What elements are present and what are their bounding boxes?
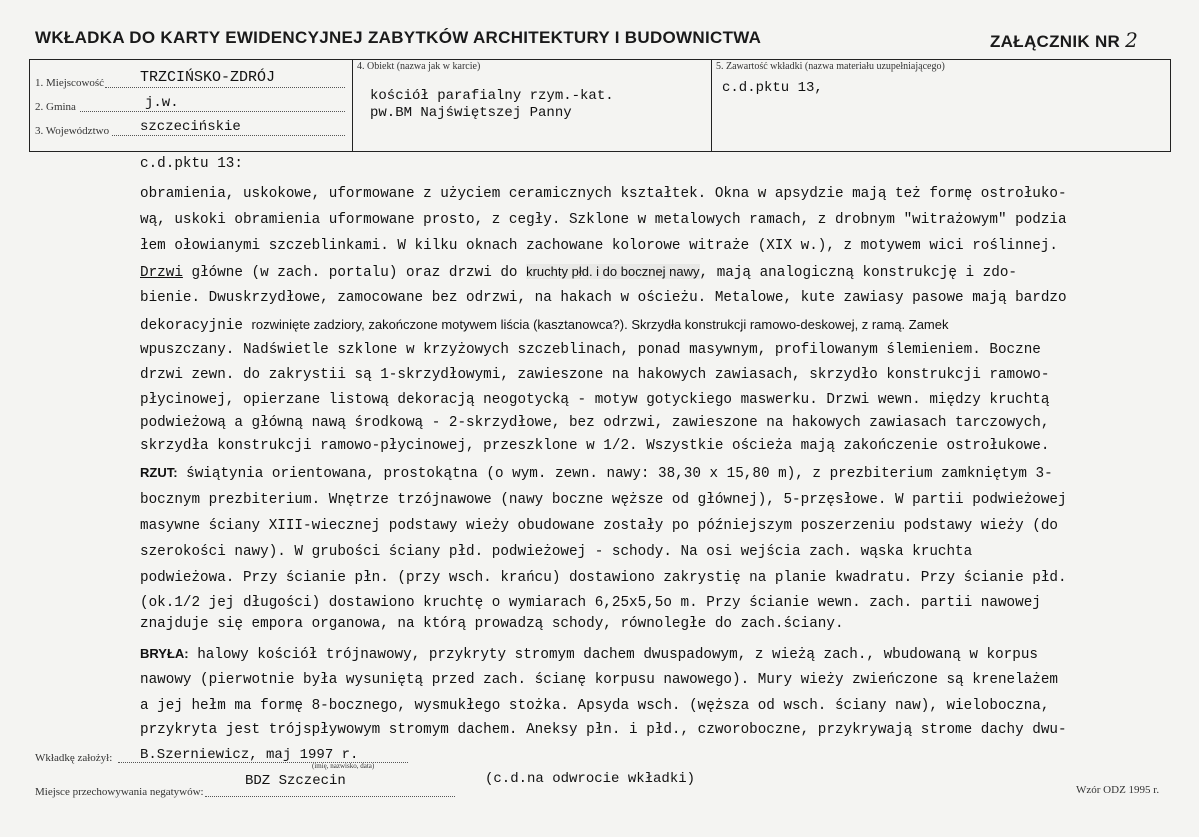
rzut-line [140,465,1053,482]
body-line: a jej hełm ma formę 8-bocznego, wysmukłego stożka. Apsyda wsch. (węższa od wsch. ściany naw), wieloboczna, [140,698,1050,714]
miejscowosc-value: TRZCIŃSKO-ZDRÓJ [140,69,276,86]
continued-note: (c.d.na odwrocie wkładki) [485,771,696,787]
attachment-label: ZAŁĄCZNIK NR [990,32,1121,51]
body-line: bienie. Dwuskrzydłowe, zamocowane bez odrzwi, na hakach w ościeżu. Metalowe, kute zawiasy pasowe mają bardzo [140,290,1067,306]
body-line: skrzydła konstrukcji ramowo-płycinowej, przeszklone w 1/2. Wszystkie ościeża mają zakończenie ostrołukowe. [140,438,1050,454]
body-line: szerokości nawy). W grubości ściany płd. podwieżowej - schody. Na osi wejścia zach. wąska kruchta [140,544,973,560]
doors-word: Drzwi [140,265,183,281]
negatywy-line [205,796,455,797]
text-span: dekoracyjnie [140,318,252,334]
text-span: halowy kościół trójnawowy, przykryty stromym dachem dwuspadowym, z wieżą zach., wbudowaną w korpus [188,647,1038,663]
form-id: Wzór ODZ 1995 r. [1076,784,1160,796]
zalozyl-label: Wkładkę założył: [35,752,113,764]
zalozyl-value: B.Szerniewicz, maj 1997 r. [140,747,359,763]
gmina-line [80,111,345,112]
wojewodztwo-line [112,135,345,136]
box-divider [711,59,712,151]
body-line: drzwi zewn. do zakrystii są 1-skrzydłowymi, zawieszone na hakowych zawiasach, skrzydło konstrukcji ramowo- [140,367,1050,383]
box-divider [352,59,353,151]
zawartosc-value: c.d.pktu 13, [722,80,823,96]
wojewodztwo-label: 3. Województwo [35,125,110,137]
body-line: (ok.1/2 jej długości) dostawiono kruchtę o wymiarach 6,25x5,5o m. Przy ścianie wewn. zach. partii nawowej [140,595,1041,611]
gmina-label: 2. Gmina [35,101,76,113]
body-line: obramienia, uskokowe, uformowane z użyciem ceramicznych kształtek. Okna w apsydzie mają też formę ostrołuko- [140,186,1067,202]
body-line: podwieżową a główną nawą środkową - 2-skrzydłowe, bez odrzwi, zawieszone na hakowych zawiasach tarczowych, [140,415,1050,431]
miejscowosc-label: 1. Miejscowość [35,77,105,89]
miejscowosc-line [105,87,345,88]
text-span: , mają analogiczną konstrukcję i zdo- [699,265,1017,281]
negatywy-label: Miejsce przechowywania negatywów: [35,786,204,798]
attachment-number [990,28,1138,52]
gmina-value: j.w. [145,95,179,111]
zalozyl-caption: (imię, nazwisko, data) [312,762,375,770]
correction-text: rozwinięte zadziory, zakończone motywem liścia (kasztanowca?). Skrzydła konstrukcji ramowo-deskowej, z ramą. Zamek [251,317,949,332]
obiekt-label: 4. Obiekt (nazwa jak w karcie) [357,61,481,72]
zawartosc-label: 5. Zawartość wkładki (nazwa materiału uzupełniającego) [716,61,945,72]
body-line: masywne ściany XIII-wiecznej podstawy wieży obudowane zostały po późniejszym poszerzeniu podstawy wieży (do [140,518,1059,534]
body-line: wpuszczany. Nadświetle szklone w krzyżowych szczeblinach, ponad masywnym, profilowanym ślemieniem. Boczne [140,342,1041,358]
correction-text: kruchty płd. i do bocznej nawy [526,264,700,279]
body-line: znajduje się empora organowa, na którą prowadzą schody, równoległe do zach.ściany. [140,616,844,632]
body-line: wą, uskoki obramienia uformowane prosto, z cegły. Szklone w metalowych ramach, z drobnym "witrażowym" podzia [140,212,1067,228]
rzut-label: RZUT: [140,465,178,480]
attachment-number-value: 2 [1125,28,1139,52]
text-span: główne (w zach. portalu) oraz drzwi do [182,265,527,281]
section-heading: c.d.pktu 13: [140,156,243,172]
form-title: WKŁADKA DO KARTY EWIDENCYJNEJ ZABYTKÓW ARCHITEKTURY I BUDOWNICTWA [35,28,762,47]
bryla-label: BRYŁA: [140,646,189,661]
text-span: świątynia orientowana, prostokątna (o wym. zewn. nawy: 38,30 x 15,80 m), z prezbiterium zamkniętym 3- [177,466,1053,482]
body-line: przykryta jest trójspływowym stromym dachem. Aneksy płn. i płd., czworoboczne, przykrywają strome dachy dwu- [140,722,1067,738]
body-line: podwieżowa. Przy ścianie płn. (przy wsch. krańcu) dostawiono zakrystię na planie kwadratu. Przy ścianie płd. [140,570,1067,586]
body-line-doors [140,264,1017,281]
body-line-hinges [140,317,949,334]
bryla-line [140,646,1038,663]
wojewodztwo-value: szczecińskie [140,119,241,135]
institution: BDZ Szczecin [245,773,346,789]
body-line: nawowy (pierwotnie była wysuniętą przed zach. ścianę korpusu nawowego). Mury wieży zwieńczone są krenelażem [140,672,1059,688]
obiekt-line2: pw.BM Najświętszej Panny [370,105,572,121]
body-line: płycinowej, opierzane listową dekoracją neogotycką - motyw gotyckiego maswerku. Drzwi wewn. między kruchtą [140,392,1050,408]
body-line: bocznym prezbiterium. Wnętrze trzójnawowe (nawy boczne węższe od głównej), 5-przęsłowe. W partii podwieżowej [140,492,1067,508]
body-line: łem ołowianymi szczeblinkami. W kilku oknach zachowane kolorowe witraże (XIX w.), z motywem wici roślinnej. [140,238,1059,254]
obiekt-line1: kościół parafialny rzym.-kat. [370,88,614,104]
